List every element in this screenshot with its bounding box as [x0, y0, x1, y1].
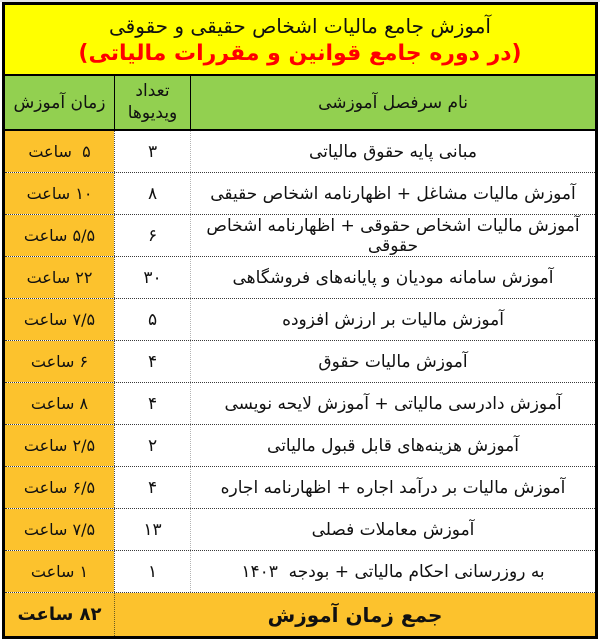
column-header-name: نام سرفصل آموزشی	[318, 92, 468, 113]
course-name-cell: به روزرسانی احکام مالیاتی + بودجه ۱۴۰۳	[241, 561, 545, 582]
table-header-row	[5, 76, 595, 131]
duration-cell: ۶ ساعت	[5, 341, 114, 382]
course-name-cell: آموزش مالیات حقوق	[318, 351, 468, 372]
video-count-cell: ۳۰	[114, 257, 191, 298]
duration-cell: ۵/۵ ساعت	[5, 215, 114, 256]
table-title-banner	[5, 5, 595, 76]
course-name-cell: مبانی پایه حقوق مالیاتی	[308, 141, 478, 162]
table-row	[5, 131, 595, 173]
table-footer-row	[5, 593, 595, 636]
video-count-cell: ۱۳	[114, 509, 191, 550]
table-row	[5, 383, 595, 425]
video-count-cell: ۲	[114, 425, 191, 466]
video-count-cell: ۶	[114, 215, 191, 256]
duration-cell: ۷/۵ ساعت	[5, 509, 114, 550]
total-label: جمع زمان آموزش	[114, 593, 595, 636]
table-row	[5, 257, 595, 299]
duration-cell: ۲۲ ساعت	[5, 257, 114, 298]
page-subtitle: (در دوره جامع قوانین و مقررات مالیاتی)	[78, 40, 522, 66]
course-name-cell: آموزش مالیات بر درآمد اجاره + اظهارنامه اجاره	[220, 477, 566, 498]
table-row	[5, 215, 595, 257]
table-row	[5, 467, 595, 509]
video-count-cell: ۳	[114, 131, 191, 172]
course-name-cell: آموزش مالیات اشخاص حقوقی + اظهارنامه اشخاص حقوقی	[201, 215, 580, 256]
duration-cell: ۶/۵ ساعت	[5, 467, 114, 508]
column-header-videos: تعداد ویدیوها	[114, 76, 191, 129]
video-count-cell: ۱	[114, 551, 191, 592]
table-row	[5, 173, 595, 215]
tax-course-table	[2, 2, 598, 639]
duration-cell: ۸ ساعت	[5, 383, 114, 424]
course-name-cell: آموزش دادرسی مالیاتی + آموزش لایحه نویسی	[224, 393, 562, 414]
duration-cell: ۷/۵ ساعت	[5, 299, 114, 340]
course-name-cell: آموزش سامانه مودیان و پایانه‌های فروشگاهی	[232, 267, 554, 288]
course-name-cell: آموزش هزینه‌های قابل قبول مالیاتی	[267, 435, 519, 456]
duration-cell: ۵ ساعت	[5, 131, 114, 172]
total-time-value: ۸۲ ساعت	[17, 604, 102, 625]
video-count-cell: ۴	[114, 341, 191, 382]
video-count-cell: ۸	[114, 173, 191, 214]
course-name-cell: آموزش معاملات فصلی	[311, 519, 475, 540]
video-count-cell: ۴	[114, 467, 191, 508]
page-title: آموزش جامع مالیات اشخاص حقیقی و حقوقی	[109, 13, 491, 38]
duration-cell: ۲/۵ ساعت	[5, 425, 114, 466]
duration-cell: ۱۰ ساعت	[5, 173, 114, 214]
table-row	[5, 509, 595, 551]
table-row	[5, 551, 595, 593]
table-row	[5, 425, 595, 467]
table-row	[5, 341, 595, 383]
video-count-cell: ۴	[114, 383, 191, 424]
duration-cell: ۱ ساعت	[5, 551, 114, 592]
table-row	[5, 299, 595, 341]
course-name-cell: آموزش مالیات مشاغل + اظهارنامه اشخاص حقیقی	[210, 183, 576, 204]
video-count-cell: ۵	[114, 299, 191, 340]
course-name-cell: آموزش مالیات بر ارزش افزوده	[282, 309, 504, 330]
column-header-time: زمان آموزش	[13, 92, 106, 113]
